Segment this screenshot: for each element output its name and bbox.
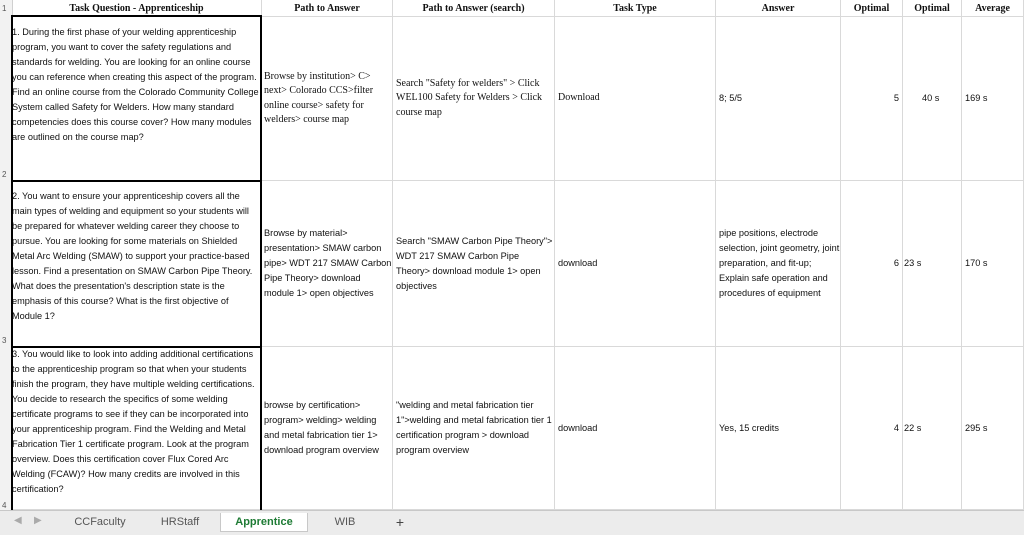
add-sheet-button[interactable]: + (395, 514, 405, 530)
tab-apprentice[interactable]: Apprentice (220, 513, 308, 532)
cell-path-search-2[interactable] (393, 181, 555, 347)
cell-optimal-time-3-text: 22 s (904, 422, 922, 433)
row-number-3[interactable]: 3 (2, 336, 7, 345)
row-number-4[interactable]: 4 (2, 501, 7, 510)
tab-ccfaculty[interactable]: CCFaculty (74, 516, 126, 528)
header-optimal-time[interactable]: Optimal (903, 0, 962, 17)
cell-answer-3-text: Yes, 15 credits (719, 422, 779, 433)
cell-path-search-3-text: "welding and metal fabrication tier 1">welding and metal fabrication tier 1 certification program > download program overview (396, 400, 552, 455)
cell-optimal-time-1[interactable] (903, 17, 962, 181)
cell-task-type-2[interactable] (555, 181, 716, 347)
cell-task-type-2-text: download (558, 258, 598, 268)
cell-path-search-1[interactable] (393, 17, 555, 181)
cell-average-1[interactable] (962, 17, 1024, 181)
cell-question-2[interactable]: 2. You want to ensure your apprenticeship covers all the main types of welding and equipment so your students will be prepared for whatever welding career they choose to pursue. You are looking for some materials on Shielded Metal Arc Welding (SMAW) to support your practice-based lesson. Find a presentation on SMAW Carbon Pipe Theory. What does the presentation's description state is the emphasis of this course? What is the first objective of Module 1? (12, 181, 262, 347)
cell-path-2-text: Browse by material> presentation> SMAW carbon pipe> WDT 217 SMAW Carbon Pipe Theory> download module 1> open objectives (264, 228, 392, 298)
cell-answer-3[interactable] (716, 347, 841, 510)
cell-average-3-text: 295 s (965, 422, 988, 433)
header-path-search[interactable]: Path to Answer (search) (393, 0, 555, 17)
cell-optimal-time-3[interactable] (903, 347, 962, 510)
cell-answer-1-text: 8; 5/5 (719, 93, 742, 103)
cell-optimal-time-2-text: 23 s (904, 258, 922, 268)
cell-average-1-text: 169 s (965, 93, 988, 103)
cell-optimal-time-2[interactable] (903, 181, 962, 347)
row-number-2[interactable]: 2 (2, 170, 7, 179)
row-number-1[interactable]: 1 (2, 4, 7, 13)
cell-optimal-steps-2[interactable] (841, 181, 903, 347)
cell-average-2-text: 170 s (965, 258, 988, 268)
cell-optimal-steps-2-text: 6 (893, 258, 899, 268)
header-average[interactable]: Average (962, 0, 1024, 17)
next-sheet-icon[interactable]: ▶ (34, 515, 42, 526)
cell-task-type-1-text: Download (558, 92, 600, 104)
header-answer[interactable]: Answer (716, 0, 841, 17)
tab-wib[interactable]: WIB (334, 516, 356, 528)
cell-path-1-text: Browse by institution> C> next> Colorado CCS>filter online course> safety for welders> course map (264, 70, 374, 125)
cell-task-type-3-text: download (558, 422, 598, 433)
cell-answer-1[interactable] (716, 17, 841, 181)
header-path[interactable]: Path to Answer (262, 0, 393, 17)
cell-path-3[interactable] (262, 347, 393, 510)
cell-optimal-steps-1-text: 5 (893, 93, 899, 103)
cell-path-search-2-text: Search "SMAW Carbon Pipe Theory"> WDT 217 SMAW Carbon Pipe Theory> download module 1> open objectives (396, 235, 553, 291)
header-optimal-steps[interactable]: Optimal (841, 0, 903, 17)
tab-hrstaff[interactable]: HRStaff (160, 516, 200, 528)
prev-sheet-icon[interactable]: ◀ (14, 515, 22, 526)
header-question[interactable]: Task Question - Apprenticeship (12, 0, 262, 17)
cell-average-2[interactable] (962, 181, 1024, 347)
cell-answer-2[interactable] (716, 181, 841, 347)
cell-question-3[interactable]: 3. You would like to look into adding additional certifications to the apprenticeship program so that when your students finish the program, they have multiple welding certifications. You decide to research the specifics of some welding certificate programs to see if they can be incorporated into your apprenticeship program. Find the Welding and Metal Fabrication Tier 1 certificate program. Look at the program overview. Does this certification cover Flux Cored Arc Welding (FCAW)? How many credits are involved in this certification? (12, 347, 262, 510)
cell-optimal-steps-3[interactable] (841, 347, 903, 510)
cell-path-2[interactable] (262, 181, 393, 347)
sheet-tab-bar (0, 510, 1024, 535)
cell-question-1[interactable]: 1. During the first phase of your welding apprenticeship program, you want to cover the safety regulations and standards for welding. You are looking for an online course you can reference when creating this aspect of the program. Find an online course from the Colorado Community College System called Safety for Welders. How many standard competencies does this course cover? How many modules are outlined on the course map? (12, 17, 262, 181)
cell-path-1[interactable] (262, 17, 393, 181)
cell-optimal-time-1-text: 40 s (922, 93, 940, 103)
cell-optimal-steps-3-text: 4 (893, 422, 899, 433)
cell-optimal-steps-1[interactable] (841, 17, 903, 181)
cell-path-search-3[interactable] (393, 347, 555, 510)
cell-task-type-1[interactable] (555, 17, 716, 181)
cell-answer-2-text: pipe positions, electrode selection, joint geometry, joint preparation, and fit-up; Explain safe operation and procedures of equipment (719, 228, 840, 298)
cell-average-3[interactable] (962, 347, 1024, 510)
header-task-type[interactable]: Task Type (555, 0, 716, 17)
cell-task-type-3[interactable] (555, 347, 716, 510)
cell-path-search-1-text: Search "Safety for welders" > Click WEL100 Safety for Welders > Click course map (396, 77, 543, 118)
cell-path-3-text: browse by certification> program> welding> welding and metal fabrication tier 1> download program overview (264, 400, 379, 455)
